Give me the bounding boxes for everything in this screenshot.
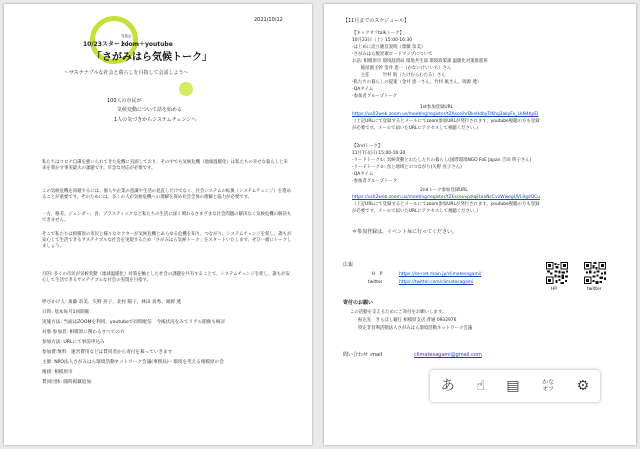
detail-line: 実施方法: 当面はZOOMを利用、youtubeで同時配信 今後状況をみてリアル開催も検討 <box>42 320 226 325</box>
lead-line: 1人の気づきからシステムチェンジへ <box>114 117 197 123</box>
reminder-text: ＊参加登録は、イベント毎に行ってください。 <box>352 229 458 235</box>
left-page <box>4 4 312 445</box>
donation-line: この活動を支えるためにご寄付をお願いします。 <box>350 310 447 315</box>
purpose-paragraph: 目的: 多くの市民が気候変動（地球温暖化）対策を軸とした社会の課題を共有することで、システムチェンジを促し、誰もが安心して生活できるサステナブルな社会の実現を目指す。 <box>42 272 290 283</box>
right-page <box>324 4 636 445</box>
pr-label: 広報 <box>343 262 354 268</box>
document-subtitle: 〜サステナブルな社会と暮らしを目指して会話しよう〜 <box>64 70 189 76</box>
twitter-label: twitter <box>368 280 383 285</box>
body-paragraph: 一方、格差、ジェンダー、食、プラスティックなど私たちの生活に深く関わるさまざまな社会問題の解決なく気候危機の解決もできません。 <box>42 212 292 223</box>
talk2-line: 【2ndトーク】 <box>352 144 383 149</box>
kickoff-line: 【キックオフtalkトーク】 <box>352 31 404 36</box>
kickoff-line: 主任 竹村 航（たけむらわたる）さん <box>352 73 446 78</box>
kana-off-icon[interactable]: かなオフ <box>542 378 555 393</box>
kickoff-line: 総括副主幹 金井 恵一（かないけいいち）さん <box>352 66 452 71</box>
talk2-note: が必要です。メールで届いたURLにアクセスして視聴ください。） <box>352 209 481 214</box>
twitter-qr-code[interactable] <box>584 262 606 284</box>
detail-line: 対象·参加者: 相模原に関わるすべての方 <box>42 330 125 335</box>
detail-line: 日時: 基本毎月1回開催 <box>42 310 90 315</box>
detail-line: 参加費:無料 運営費用などは賛同者から寄付を募っていきます <box>42 350 173 355</box>
schedule-heading: 【11月までのスケジュール】 <box>343 18 410 24</box>
document-date: 2021/10/12 <box>254 17 283 23</box>
talk1-note: が必要です。メールで届いたURLにアクセスして視聴ください。） <box>352 126 481 131</box>
hand-pointer-icon[interactable]: ☝ <box>476 378 485 394</box>
qr-caption: twitter <box>587 287 602 292</box>
hp-label: H P <box>372 272 383 277</box>
detail-line: 参加方法: URLにて事前申込み <box>42 340 105 345</box>
talk2-line: -リードトーク②: 食と地域とのつながり(矢野 亮子さん) <box>352 165 462 170</box>
kickoff-line: -さがみはら脱炭素ロードマップについて <box>352 52 433 57</box>
talk2-line: 11月7日(日) 15:00-16:30 <box>352 151 406 156</box>
body-paragraph: そこで私たちは相模原の市民と様々なセクターが気候危機とあらゆる危機を知り、つながり、システムチェンジを促し、誰もが安心して生活できるサステナブルな社会を実現するため「さがみはら気候トーク」をスタートいたします。ぜひ一緒にトークしましょう。 <box>42 232 292 249</box>
decorative-dot <box>179 82 193 96</box>
reader-icon[interactable]: ▤ <box>506 378 520 394</box>
talk2-note: （上記URLにて登録するとメールにてzoom参加URLが発行されます。youtube視聴の方も登録 <box>352 202 540 207</box>
kickoff-line: -はじめに設立趣旨説明（齋藤 奈美） <box>352 45 426 50</box>
twitter-link[interactable]: https://twitter.com/climatesagami <box>399 280 474 285</box>
talk1-note: （上記URLにて登録するとメールにてzoom参加URLが発行されます。youtube視聴の方も登録 <box>352 119 540 124</box>
kickoff-line: -私たちの暮らしの提案（金井 恵一さん、竹村 航さん、岡源 透） <box>352 80 482 85</box>
detail-line: 後援: 相模原市 <box>42 370 73 375</box>
gear-icon[interactable]: ⚙ <box>576 378 590 394</box>
detail-line: 主催: NPO法人さがみはら環境活動ネットワーク会議(事務局)・環境を考える相模原の会 <box>42 360 224 365</box>
detail-line: 呼びかけ人: 斎藤 奈美、矢野 亮子、北村 陽子、林田 真秀、岡源 透 <box>42 300 181 305</box>
hiragana-a-icon[interactable]: あ <box>440 378 455 394</box>
lead-line: 100人の市民が <box>107 98 142 104</box>
kickoff-line: 10月23日（土）15:00-16:30 <box>352 38 413 43</box>
contact-label: 問い合わせ :mail <box>343 352 382 358</box>
talk1-url-label: 1st参加登録URL <box>420 105 454 110</box>
talk1-registration-link[interactable]: https://us02web.zoom.us/meeting/register/tZAsceihrDksHdbyTrKhg3akyFx_LkN4hpEI <box>352 112 539 117</box>
donation-heading: 寄付のお願い <box>343 300 374 306</box>
donation-line: 特定非営利活動法人さがみはら環境活動ネットワーク会議 <box>358 326 473 331</box>
talk2-url-label: 2ndトーク参加登録URL <box>420 188 468 193</box>
accessibility-toolbar <box>430 370 600 402</box>
lead-line: 気候変動について話を始める <box>117 107 182 113</box>
hp-qr-code[interactable] <box>546 262 568 284</box>
event-date: 10/23スタート！ <box>83 41 132 48</box>
detail-line: 賛同団体: 随時掲載追加 <box>42 380 91 385</box>
donation-line: 振込先 きらぼし銀行 相模原支店 普通 0932976 <box>358 318 457 323</box>
talk2-line: -参加者グループトーク <box>352 179 398 184</box>
kickoff-line: -参加者グループトーク <box>352 94 398 99</box>
body-paragraph: 私たちはコロナ自粛を強いられてきた危機に直面しており、その中でも気候危機（地球温暖化）は私たちの幸せな暮らしと未来を脅かす事実最大の課題です。早急な対応が必要です。 <box>42 160 288 171</box>
hp-link[interactable]: https://se-net.main.jp/climatesagami/ <box>399 272 482 277</box>
qr-caption: HP <box>551 287 557 292</box>
talk2-line: -リードトーク①: 気候変動とわたしたちの暮らし(国際環境NGO FoE Japan 吉田 明子さん) <box>352 158 532 163</box>
kickoff-line: お話: 相模原市 環境経済局 環境共生部 環境政策課 温暖化対策推進班 <box>352 59 488 64</box>
contact-email-link[interactable]: climatesagami@gmail.com <box>414 352 482 358</box>
kickoff-line: -QAタイム <box>352 87 374 92</box>
body-paragraph: この気候危機を回避するには、個人や企業の意識や生活の見直しだけでなく、社会システムの転換（システムチェンジ）を進めることが重要です。そのためには、多くの人が気候危機への理解を深め社会全体の理解と協力が必要です。 <box>42 189 291 200</box>
event-format-caption: 対話会 <box>121 34 132 38</box>
talk2-line: -QAタイム <box>352 172 374 177</box>
event-format: zoom＋youtube <box>121 41 173 48</box>
talk2-registration-link[interactable]: https://us02web.zoom.us/meeting/register/tZEsceuvpzIqEtaaNcCvoWwegUVL9gdQCu <box>352 195 540 200</box>
document-title: 「さがみはら気候トーク」 <box>92 52 212 63</box>
